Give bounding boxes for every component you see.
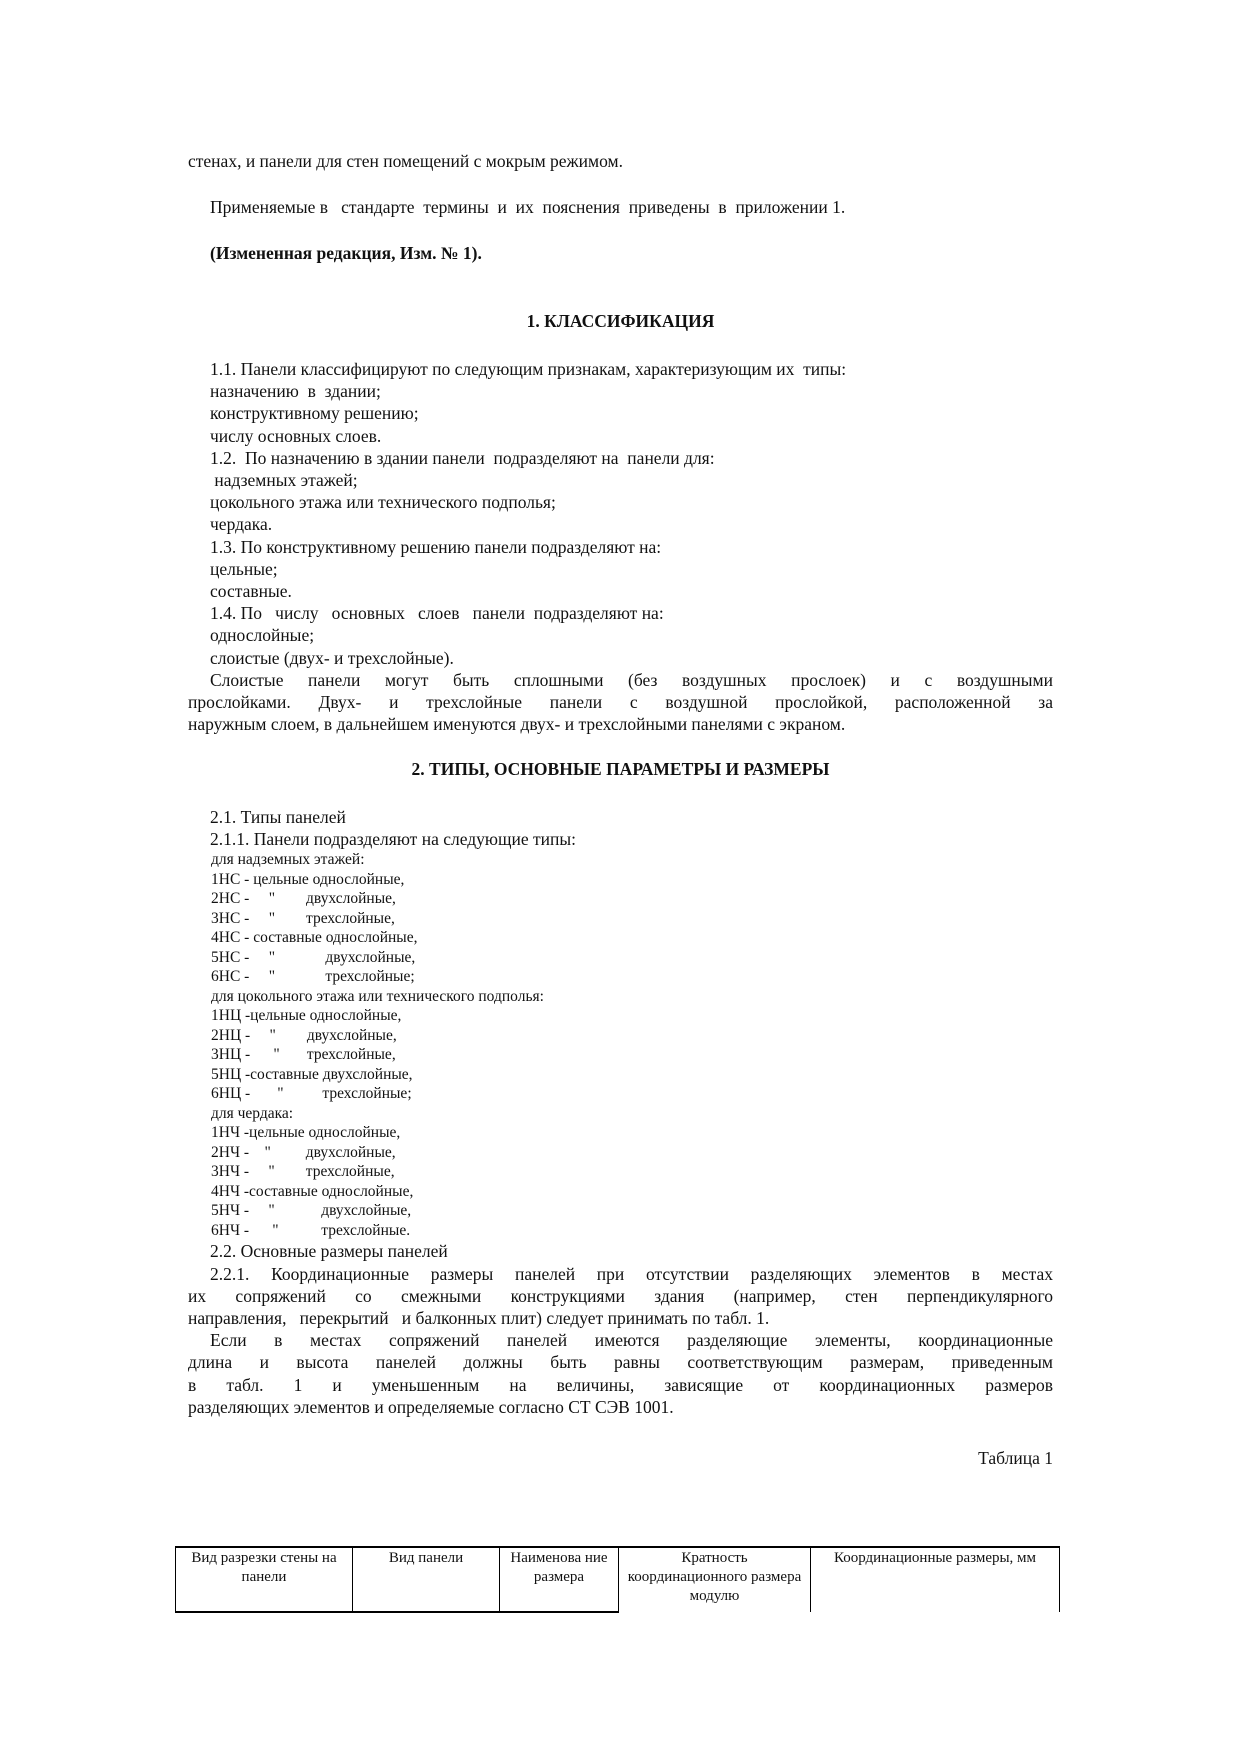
list-item: 1.3. По конструктивному решению панели подразделяют на: — [210, 536, 662, 557]
list-item: 6НЦ - " трехслойные; — [211, 1085, 412, 1103]
intro — [188, 150, 1053, 265]
section-2-heading: 2. ТИПЫ, ОСНОВНЫЕ ПАРАМЕТРЫ И РАЗМЕРЫ — [411, 759, 830, 779]
section-2-body — [188, 806, 1053, 1418]
paragraph-line: Слоистые панели могут быть сплошными (без воздушных прослоек) и с воздушными — [210, 669, 1053, 690]
paragraph-line: наружным слоем, в дальнейшем именуются двух- и трехслойными панелями с экраном. — [188, 714, 846, 735]
section-1-body — [188, 358, 1053, 735]
paragraph-line: Если в местах сопряжений панелей имеются разделяющие элементы, координационные — [210, 1330, 1053, 1351]
list-item: для чердака: — [211, 1104, 294, 1122]
list-item: цокольного этажа или технического подполья; — [210, 492, 556, 513]
intro-line: стенах, и панели для стен помещений с мокрым режимом. — [188, 151, 623, 171]
edit-note: (Измененная редакция, Изм. № 1). — [210, 243, 482, 264]
table-header-cell: Вид разрезки стены на панели — [176, 1547, 353, 1612]
table-caption: Таблица 1 — [978, 1448, 1053, 1468]
list-item: 2НЧ - " двухслойные, — [211, 1143, 396, 1161]
table-header-row — [176, 1547, 1060, 1612]
table-header-cell: Координационные размеры, мм — [811, 1547, 1060, 1612]
list-item: 1НЧ -цельные однослойные, — [211, 1124, 401, 1142]
list-item: 1НС - цельные однослойные, — [211, 870, 405, 888]
list-item: 5НЦ -составные двухслойные, — [211, 1065, 413, 1083]
subsection-title: 2.1. Типы панелей — [210, 807, 346, 827]
list-item: 1.4. По числу основных слоев панели подразделяют на: — [210, 603, 664, 624]
list-item: 1.1. Панели классифицируют по следующим признакам, характеризующим их типы: — [210, 359, 847, 379]
list-item: для надземных этажей: — [211, 851, 365, 869]
list-item: 6НЧ - " трехслойные. — [211, 1221, 411, 1239]
paragraph-line: прослойками. Двух- и трехслойные панели с воздушной прослойкой, расположенной за — [188, 692, 1053, 713]
list-item: 2НЦ - " двухслойные, — [211, 1026, 397, 1044]
list-item: назначению в здании; — [210, 381, 381, 402]
terms-reference: Применяемые в стандарте термины и их пояснения приведены в приложении 1. — [210, 197, 846, 218]
subsection-title: 2.1.1. Панели подразделяют на следующие типы: — [210, 829, 576, 850]
list-item: числу основных слоев. — [210, 425, 382, 446]
list-item: конструктивному решению; — [210, 403, 419, 424]
list-item: 4НС - составные однослойные, — [211, 929, 418, 947]
table-header-cell: Кратность координационного размера модулю — [619, 1547, 811, 1612]
list-item: 3НЦ - " трехслойные, — [211, 1046, 396, 1064]
list-item: 1.2. По назначению в здании панели подразделяют на панели для: — [210, 447, 715, 468]
paragraph-line: разделяющих элементов и определяемые согласно СТ СЭВ 1001. — [188, 1396, 674, 1417]
list-item: чердака. — [210, 514, 273, 535]
list-item: 2НС - " двухслойные, — [211, 890, 396, 908]
section-1-heading: 1. КЛАССИФИКАЦИЯ — [526, 311, 715, 331]
subsection-title: 2.2. Основные размеры панелей — [210, 1241, 448, 1262]
panel-types-list — [188, 850, 1053, 1240]
table-1 — [175, 1546, 1060, 1613]
table-header-cell: Вид панели — [353, 1547, 500, 1612]
list-item: надземных этажей; — [210, 470, 358, 491]
list-item: слоистые (двух- и трехслойные). — [210, 647, 454, 668]
list-item: 3НС - " трехслойные, — [211, 909, 395, 927]
table-header-cell: Наименова ние размера — [500, 1547, 619, 1612]
list-item: 6НС - " трехслойные; — [211, 968, 415, 986]
paragraph-line: в табл. 1 и уменьшенным на величины, зависящие от координационных размеров — [188, 1374, 1053, 1395]
list-item: для цокольного этажа или технического подполья: — [211, 987, 544, 1005]
list-item: 5НЧ - " двухслойные, — [211, 1202, 412, 1220]
list-item: 4НЧ -составные однослойные, — [211, 1182, 414, 1200]
paragraph-line: их сопряжений со смежными конструкциями здания (например, стен перпендикулярного — [188, 1285, 1053, 1306]
paragraph-line: длина и высота панелей должны быть равны соответствующим размерам, приведенным — [188, 1352, 1053, 1373]
list-item: однослойные; — [210, 625, 315, 646]
paragraph-line: направления, перекрытий и балконных плит) следует принимать по табл. 1. — [188, 1308, 770, 1329]
list-item: 1НЦ -цельные однослойные, — [211, 1007, 402, 1025]
list-item: 5НС - " двухслойные, — [211, 948, 416, 966]
list-item: 3НЧ - " трехслойные, — [211, 1163, 395, 1181]
paragraph-line: 2.2.1. Координационные размеры панелей при отсутствии разделяющих элементов в местах — [210, 1263, 1053, 1284]
list-item: составные. — [210, 581, 292, 602]
list-item: цельные; — [210, 558, 278, 579]
